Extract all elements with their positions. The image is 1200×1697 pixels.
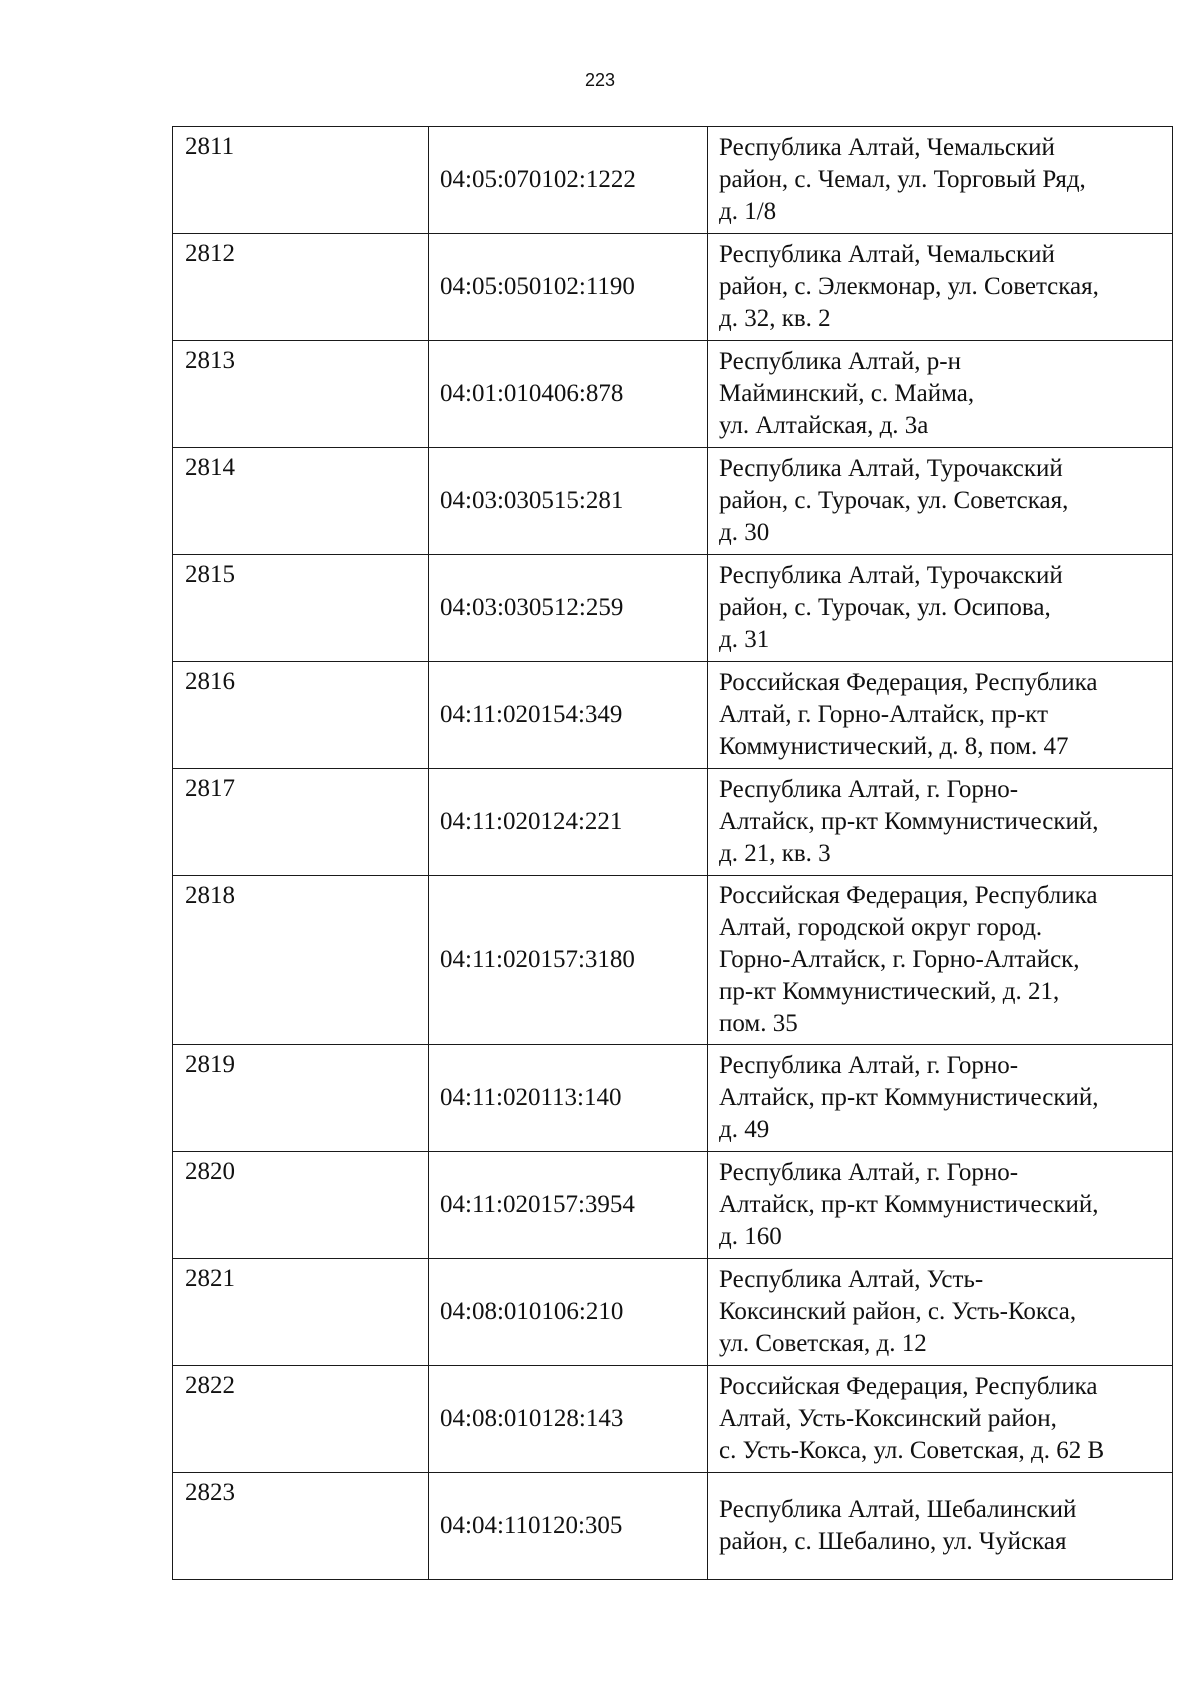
page-number: 223 bbox=[584, 70, 616, 90]
address-cell bbox=[708, 234, 1173, 341]
address-line: Республика Алтай, Усть- bbox=[719, 1266, 984, 1293]
row-number-cell: 2818 bbox=[173, 876, 429, 1045]
cadastral-number-cell: 04:05:050102:1190 bbox=[429, 234, 708, 341]
row-number-cell: 2822 bbox=[173, 1366, 429, 1473]
address-line: Коммунистический, д. 8, пом. 47 bbox=[719, 733, 1069, 760]
table-row bbox=[173, 1259, 1173, 1366]
row-number-cell: 2821 bbox=[173, 1259, 429, 1366]
address-line: район, с. Турочак, ул. Советская, bbox=[719, 487, 1069, 514]
address-line: Горно-Алтайск, г. Горно-Алтайск, bbox=[719, 946, 1080, 973]
address-cell bbox=[708, 876, 1173, 1045]
cadastral-number-cell: 04:11:020157:3954 bbox=[429, 1152, 708, 1259]
address-line: Алтай, Усть-Коксинский район, bbox=[719, 1405, 1057, 1432]
address-cell bbox=[708, 662, 1173, 769]
row-number-cell: 2814 bbox=[173, 448, 429, 555]
table-row bbox=[173, 769, 1173, 876]
row-number-cell: 2823 bbox=[173, 1473, 429, 1580]
address-line: Республика Алтай, Чемальский bbox=[719, 134, 1055, 161]
row-number-cell: 2817 bbox=[173, 769, 429, 876]
cadastral-number-cell: 04:08:010128:143 bbox=[429, 1366, 708, 1473]
address-line: д. 160 bbox=[719, 1223, 782, 1250]
row-number-cell: 2812 bbox=[173, 234, 429, 341]
address-line: Республика Алтай, г. Горно- bbox=[719, 776, 1019, 803]
address-line: Республика Алтай, Турочакский bbox=[719, 562, 1063, 589]
table-row bbox=[173, 876, 1173, 1045]
address-cell bbox=[708, 769, 1173, 876]
address-cell bbox=[708, 1473, 1173, 1580]
address-line: Алтайск, пр-кт Коммунистический, bbox=[719, 1084, 1099, 1111]
address-line: Алтай, г. Горно-Алтайск, пр-кт bbox=[719, 701, 1049, 728]
row-number-cell: 2811 bbox=[173, 127, 429, 234]
address-cell bbox=[708, 127, 1173, 234]
address-line: Коксинский район, с. Усть-Кокса, bbox=[719, 1298, 1077, 1325]
address-cell bbox=[708, 448, 1173, 555]
row-number-cell: 2820 bbox=[173, 1152, 429, 1259]
table-row bbox=[173, 1473, 1173, 1580]
address-line: ул. Советская, д. 12 bbox=[719, 1330, 927, 1357]
address-line: Российская Федерация, Республика bbox=[719, 1373, 1098, 1400]
cadastral-number-cell: 04:01:010406:878 bbox=[429, 341, 708, 448]
address-line: Российская Федерация, Республика bbox=[719, 882, 1098, 909]
address-line: район, с. Турочак, ул. Осипова, bbox=[719, 594, 1051, 621]
address-line: Республика Алтай, Турочакский bbox=[719, 455, 1063, 482]
address-line: Российская Федерация, Республика bbox=[719, 669, 1098, 696]
registry-table-body bbox=[173, 127, 1173, 1580]
address-line: д. 31 bbox=[719, 626, 770, 653]
address-line: с. Усть-Кокса, ул. Советская, д. 62 В bbox=[719, 1437, 1105, 1464]
address-line: д. 1/8 bbox=[719, 198, 777, 225]
cadastral-number-cell: 04:03:030515:281 bbox=[429, 448, 708, 555]
property-registry-table bbox=[172, 126, 1173, 1580]
address-line: Алтайск, пр-кт Коммунистический, bbox=[719, 808, 1099, 835]
cadastral-number-cell: 04:11:020124:221 bbox=[429, 769, 708, 876]
address-line: пр-кт Коммунистический, д. 21, bbox=[719, 978, 1060, 1005]
address-line: Алтайск, пр-кт Коммунистический, bbox=[719, 1191, 1099, 1218]
address-cell bbox=[708, 1045, 1173, 1152]
address-cell bbox=[708, 555, 1173, 662]
cadastral-number-cell: 04:11:020157:3180 bbox=[429, 876, 708, 1045]
cadastral-number-cell: 04:03:030512:259 bbox=[429, 555, 708, 662]
address-line: д. 30 bbox=[719, 519, 770, 546]
address-line: район, с. Шебалино, ул. Чуйская bbox=[719, 1528, 1067, 1555]
address-cell bbox=[708, 1366, 1173, 1473]
table-row bbox=[173, 127, 1173, 234]
address-line: Республика Алтай, г. Горно- bbox=[719, 1159, 1019, 1186]
row-number-cell: 2813 bbox=[173, 341, 429, 448]
address-line: ул. Алтайская, д. 3а bbox=[719, 412, 929, 439]
address-line: район, с. Элекмонар, ул. Советская, bbox=[719, 273, 1099, 300]
address-line: Республика Алтай, Чемальский bbox=[719, 241, 1055, 268]
address-line: Майминский, с. Майма, bbox=[719, 380, 975, 407]
address-line: д. 49 bbox=[719, 1116, 770, 1143]
table-row bbox=[173, 448, 1173, 555]
table-row bbox=[173, 341, 1173, 448]
cadastral-number-cell: 04:11:020154:349 bbox=[429, 662, 708, 769]
table-row bbox=[173, 1045, 1173, 1152]
cadastral-number-cell: 04:05:070102:1222 bbox=[429, 127, 708, 234]
table-row bbox=[173, 1152, 1173, 1259]
table-row bbox=[173, 234, 1173, 341]
cadastral-number-cell: 04:11:020113:140 bbox=[429, 1045, 708, 1152]
address-line: д. 32, кв. 2 bbox=[719, 305, 831, 332]
row-number-cell: 2815 bbox=[173, 555, 429, 662]
address-line: Республика Алтай, р-н bbox=[719, 348, 961, 375]
address-line: Республика Алтай, г. Горно- bbox=[719, 1052, 1019, 1079]
address-cell bbox=[708, 1152, 1173, 1259]
address-cell bbox=[708, 341, 1173, 448]
row-number-cell: 2819 bbox=[173, 1045, 429, 1152]
row-number-cell: 2816 bbox=[173, 662, 429, 769]
address-line: пом. 35 bbox=[719, 1010, 798, 1037]
address-line: д. 21, кв. 3 bbox=[719, 840, 831, 867]
table-row bbox=[173, 555, 1173, 662]
address-cell bbox=[708, 1259, 1173, 1366]
address-line: район, с. Чемал, ул. Торговый Ряд, bbox=[719, 166, 1086, 193]
address-line: Республика Алтай, Шебалинский bbox=[719, 1496, 1077, 1523]
cadastral-number-cell: 04:04:110120:305 bbox=[429, 1473, 708, 1580]
address-line: Алтай, городской округ город. bbox=[719, 914, 1043, 941]
cadastral-number-cell: 04:08:010106:210 bbox=[429, 1259, 708, 1366]
table-row bbox=[173, 1366, 1173, 1473]
table-row bbox=[173, 662, 1173, 769]
